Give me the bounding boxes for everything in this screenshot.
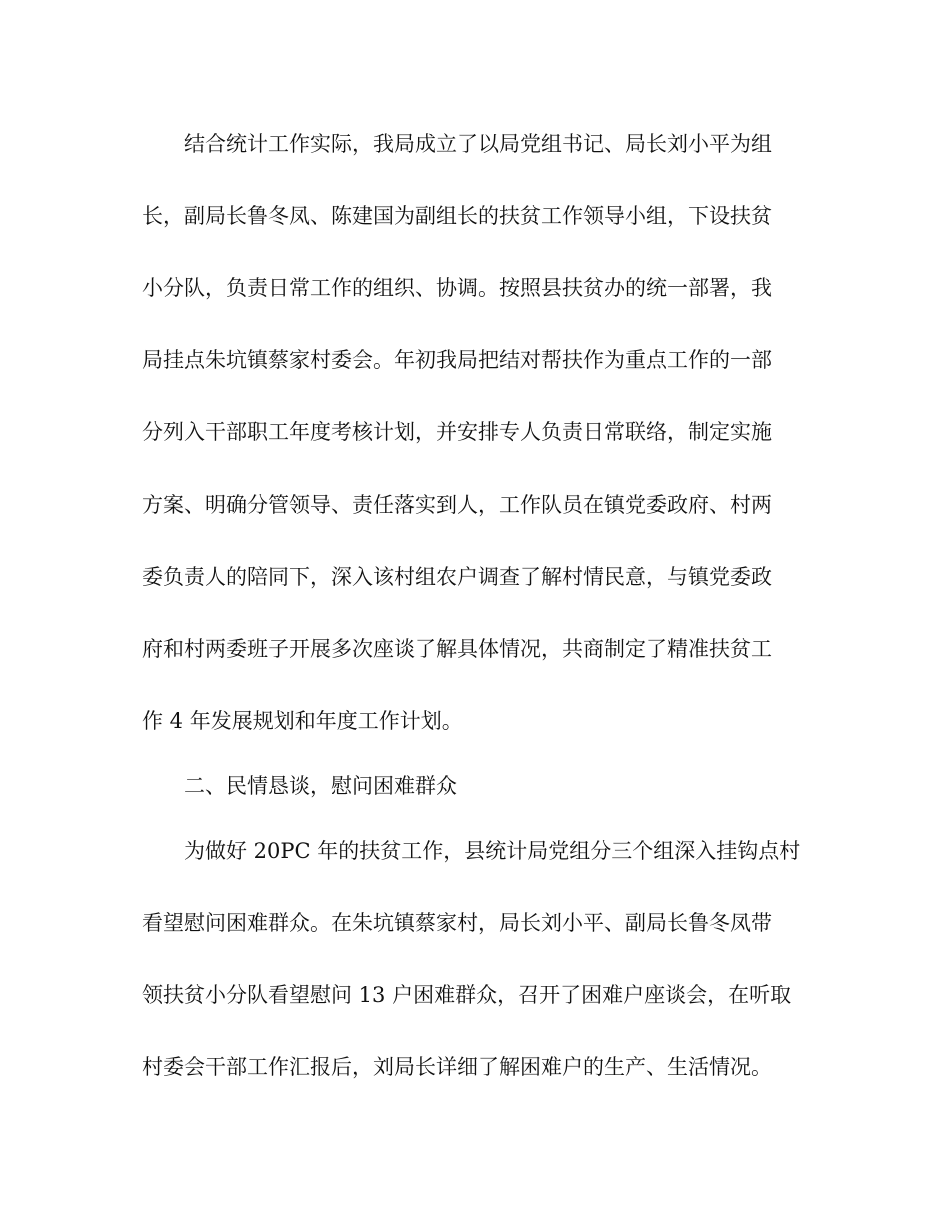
paragraph-2-line-4: 村委会干部工作汇报后，刘局长详细了解困难户的生产、生活情况。 [142,1055,772,1079]
paragraph-1-line-2: 长，副局长鲁冬凤、陈建国为副组长的扶贫工作领导小组，下设扶贫 [142,204,772,228]
paragraph-1-line-5: 分列入干部职工年度考核计划，并安排专人负责日常联络，制定实施 [142,420,772,444]
paragraph-1-line-9: 作 4 年发展规划和年度工作计划。 [142,709,463,733]
paragraph-2-line-1: 为做好 20PC 年的扶贫工作，县统计局党组分三个组深入挂钩点村 [184,839,801,863]
paragraph-2-line-3: 领扶贫小分队看望慰问 13 户困难群众，召开了困难户座谈会，在听取 [142,983,792,1007]
section-heading-2: 二、民情恳谈，慰问困难群众 [184,774,457,798]
paragraph-1-line-4: 局挂点朱坑镇蔡家村委会。年初我局把结对帮扶作为重点工作的一部 [142,348,772,372]
paragraph-1-line-8: 府和村两委班子开展多次座谈了解具体情况，共商制定了精准扶贫工 [142,637,772,661]
paragraph-1-line-3: 小分队，负责日常工作的组织、协调。按照县扶贫办的统一部署，我 [142,276,772,300]
paragraph-2-line-2: 看望慰问困难群众。在朱坑镇蔡家村，局长刘小平、副局长鲁冬凤带 [142,911,772,935]
paragraph-1-line-6: 方案、明确分管领导、责任落实到人，工作队员在镇党委政府、村两 [142,493,772,517]
paragraph-1-line-1: 结合统计工作实际，我局成立了以局党组书记、局长刘小平为组 [184,132,772,156]
paragraph-1-line-7: 委负责人的陪同下，深入该村组农户调查了解村情民意，与镇党委政 [142,565,772,589]
